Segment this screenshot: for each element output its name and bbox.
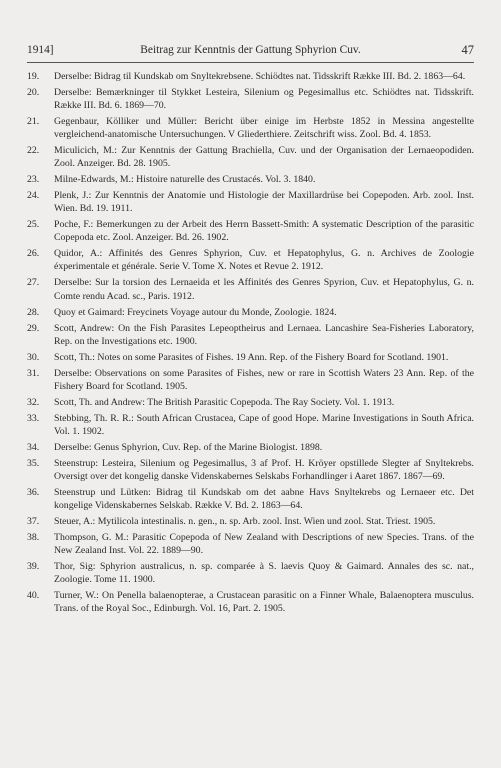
reference-item — [27, 367, 474, 393]
reference-number: 37. — [27, 515, 40, 527]
reference-number: 21. — [27, 116, 40, 128]
reference-item — [27, 322, 474, 348]
reference-item — [27, 589, 474, 615]
reference-item — [27, 86, 474, 112]
reference-number: 31. — [27, 367, 40, 379]
reference-item — [27, 412, 474, 438]
reference-list — [27, 70, 474, 618]
reference-item — [27, 306, 474, 319]
reference-text: Miculicich, M.: Zur Kenntnis der Gattung Brachiella, Cuv. und der Organisation der Lernaeopodiden. Zool. Anzeiger. Bd. 28. 1905. — [54, 145, 474, 170]
reference-text: Derselbe: Bemærkninger til Stykket Lesteira, Silenium og Pegesimallus etc. Schiödtes nat. Tidsskrift. Række III. Bd. 6. 1869—70. — [54, 86, 474, 112]
reference-text: Milne-Edwards, M.: Histoire naturelle des Crustacés. Vol. 3. 1840. — [54, 174, 316, 186]
reference-number: 24. — [27, 190, 40, 202]
reference-text: Derselbe: Genus Sphyrion, Cuv. Rep. of the Marine Biologist. 1898. — [54, 441, 323, 453]
reference-text: Steenstrup: Lesteira, Silenium og Pegesimallus, 3 af Prof. H. Kröyer opstillede Slegter af Snyltekrebs. Oversigt over det kongelig danske Videnskabernes Selskabs Forhandlinger i Aaret 1867. 1867—69. — [54, 457, 474, 482]
reference-text: Steenstrup und Lütken: Bidrag til Kundskab om det aabne Havs Snyltekrebs og Lernaeer etc. Det kongelige Videnskabernes Selskab. Række V. Bd. 2. 1863—64. — [54, 486, 474, 511]
reference-text: Thor, Sig: Sphyrion australicus, n. sp. comparée à S. laevis Quoy & Gaimard. Annales des sc. nat., Zoologie. Tome 11. 1900. — [54, 560, 474, 585]
reference-text: Poche, F.: Bemerkungen zu der Arbeit des Herrn Bassett-Smith: A systematic Description of the parasitic Copepoda etc. Zool. Anzeiger. Bd. 26. 1902. — [54, 219, 474, 244]
reference-number: 26. — [27, 248, 40, 260]
reference-number: 29. — [27, 322, 40, 334]
reference-item — [27, 457, 474, 483]
reference-item — [27, 351, 474, 364]
reference-text: Gegenbaur, Kölliker und Müller: Bericht über einige im Herbste 1852 in Messina angestellte vergleichend-anatomische Untersuchungen. V Gliederthiere. Zeitschrift wiss. Zool. Bd. 4. 1853. — [54, 116, 474, 141]
reference-text: Stebbing, Th. R. R.: South African Crustacea, Cape of good Hope. Marine Investigations in South Africa. Vol. 1. 1902. — [54, 412, 474, 437]
reference-number: 33. — [27, 412, 40, 424]
reference-number: 38. — [27, 531, 40, 543]
reference-item — [27, 531, 474, 557]
reference-item — [27, 247, 474, 273]
reference-item — [27, 396, 474, 409]
reference-item — [27, 70, 474, 83]
reference-item — [27, 144, 474, 170]
reference-item — [27, 560, 474, 586]
reference-number: 28. — [27, 306, 40, 318]
reference-text: Scott, Th. and Andrew: The British Parasitic Copepoda. The Ray Society. Vol. 1. 1913. — [54, 396, 395, 408]
reference-text: Scott, Th.: Notes on some Parasites of Fishes. 19 Ann. Rep. of the Fishery Board for Scotland. 1901. — [54, 351, 449, 363]
reference-text: Turner, W.: On Penella balaenopterae, a Crustacean parasitic on a Finner Whale, Balaenoptera musculus. Trans. of the Royal Soc., Edinburgh. Vol. 16, Part. 2. 1905. — [54, 589, 474, 615]
reference-number: 25. — [27, 219, 40, 231]
reference-text: Derselbe: Bidrag til Kundskab om Snyltekrebsene. Schiödtes nat. Tidsskrift Række III. Bd. 2. 1863—64. — [54, 71, 466, 82]
reference-number: 22. — [27, 145, 40, 157]
reference-number: 23. — [27, 174, 40, 186]
page-number: 47 — [461, 43, 474, 57]
reference-text: Plenk, J.: Zur Kenntnis der Anatomie und Histologie der Maxillardrüse bei Copepoden. Arb. zool. Inst. Wien. Bd. 19. 1911. — [54, 190, 474, 215]
running-header — [27, 44, 474, 60]
reference-item — [27, 276, 474, 302]
reference-item — [27, 515, 474, 528]
reference-text: Thompson, G. M.: Parasitic Copepoda of New Zealand with Descriptions of new Species. Trans. of the New Zealand Inst. Vol. 22. 1889—90. — [54, 531, 474, 556]
reference-text: Quidor, A.: Affinités des Genres Sphyrion, Cuv. et Hepatophylus, G. n. Archives de Zoologie éxperimentale et générale. Serie V. Tome X. Notes et Revue 2. 1912. — [54, 248, 474, 273]
header-title: Beitrag zur Kenntnis der Gattung Sphyrion Cuv. — [140, 44, 361, 56]
reference-text: Quoy et Gaimard: Freycinets Voyage autour du Monde, Zoologie. 1824. — [54, 306, 337, 318]
reference-number: 40. — [27, 589, 40, 601]
reference-text: Scott, Andrew: On the Fish Parasites Lepeoptheirus and Lernaea. Lancashire Sea-Fisheries Laboratory, Rep. on the Investigations etc. 1900. — [54, 322, 474, 347]
reference-number: 39. — [27, 560, 40, 572]
reference-number: 32. — [27, 396, 40, 408]
header-year: 1914] — [27, 44, 54, 56]
reference-item — [27, 173, 474, 186]
reference-number: 30. — [27, 351, 40, 363]
header-rule — [27, 62, 474, 63]
reference-number: 27. — [27, 277, 40, 289]
reference-item — [27, 486, 474, 512]
reference-item — [27, 441, 474, 454]
reference-item — [27, 115, 474, 141]
reference-text: Derselbe: Observations on some Parasites of Fishes, new or rare in Scottish Waters 23 Ann. Rep. of the Fishery Board for Scotland. 1905. — [54, 367, 474, 392]
reference-item — [27, 189, 474, 215]
reference-text: Steuer, A.: Mytilicola intestinalis. n. gen., n. sp. Arb. zool. Inst. Wien und zool. Stat. Triest. 1905. — [54, 515, 436, 527]
reference-item — [27, 218, 474, 244]
reference-number: 20. — [27, 86, 40, 98]
reference-number: 34. — [27, 441, 40, 453]
reference-number: 19. — [27, 71, 40, 82]
reference-number: 35. — [27, 457, 40, 469]
reference-text: Derselbe: Sur la torsion des Lernaeida et les Affinités des Genres Spyrion, Cuv. et Hepatophylus, G. n. Comte rendu Acad. sc., Paris. 1912. — [54, 277, 474, 302]
reference-number: 36. — [27, 486, 40, 498]
